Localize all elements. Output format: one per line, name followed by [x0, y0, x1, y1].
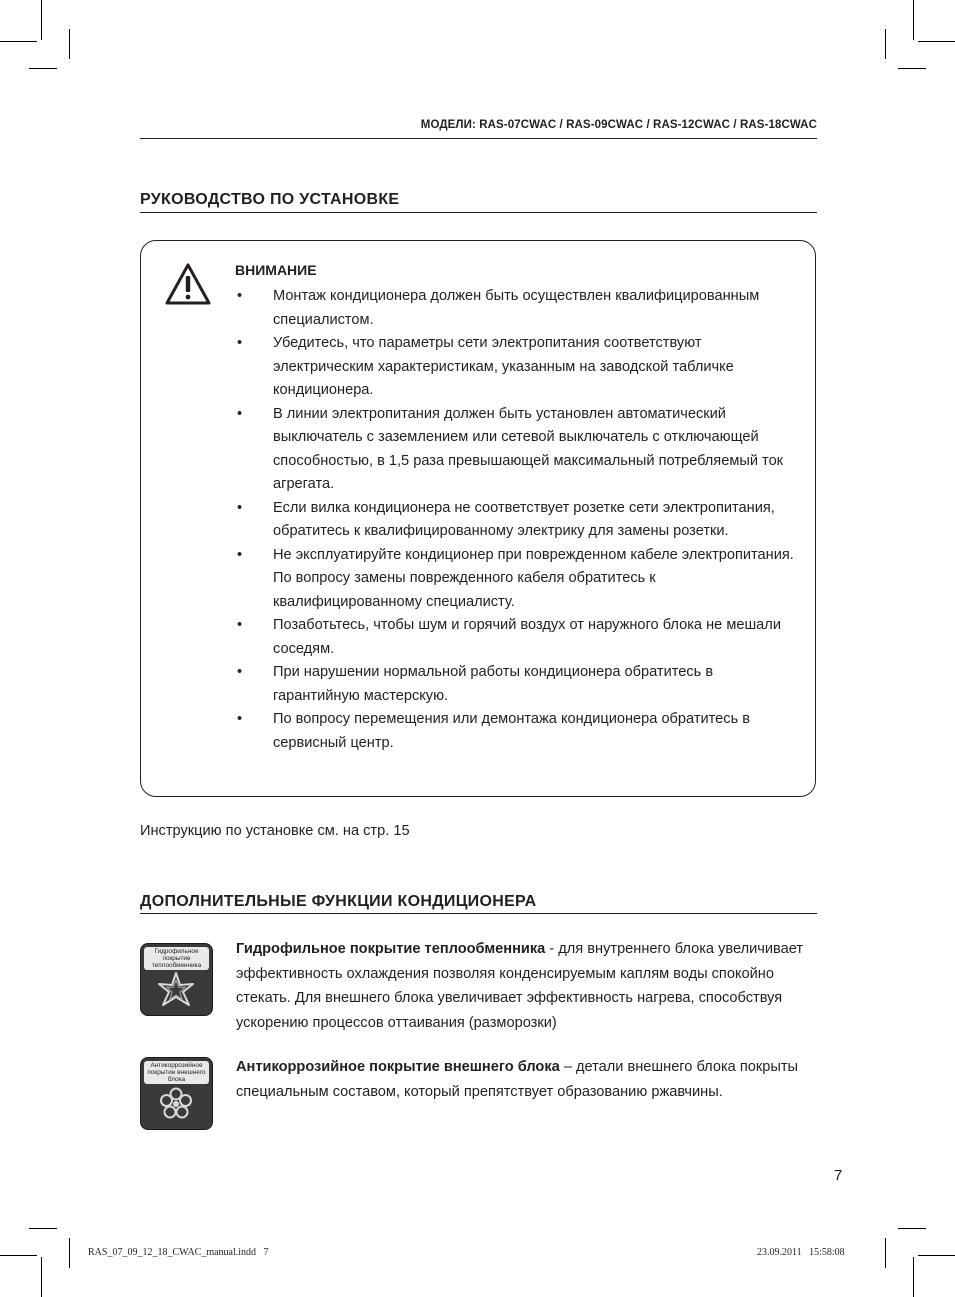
installation-section-title: РУКОВОДСТВО ПО УСТАНОВКЕ: [140, 191, 400, 208]
list-item: [235, 544, 800, 615]
warning-item-text: Не эксплуатируйте кондиционер при поврежденном кабеле электропитания. По вопросу замены поврежденного кабеля обратитесь к квалифицированному специалисту.: [273, 546, 794, 610]
list-item: [235, 614, 800, 661]
list-item: [235, 285, 800, 332]
slug-filename: RAS_07_09_12_18_CWAC_manual.indd 7: [88, 1247, 269, 1258]
header-rule: [140, 138, 817, 139]
flower-shield-icon: [151, 1084, 201, 1124]
crop-mark: [918, 1255, 955, 1256]
feature-name: Антикоррозийное покрытие внешнего блока: [236, 1059, 560, 1075]
feature-text: – детали внешнего блока покрыты специальным составом, который препятствует образованию ржавчины.: [236, 1059, 799, 1100]
feature-name: Гидрофильное покрытие теплообменника: [236, 941, 546, 957]
warning-item-text: Монтаж кондиционера должен быть осуществлен квалифицированным специалистом.: [273, 288, 760, 328]
crop-mark: [913, 0, 914, 40]
warning-item-text: В линии электропитания должен быть установлен автоматический выключатель с заземлением или сетевой выключатель с отключающей способностью, в 1,5 раза превышающей максимальный потребляемый ток агрегата.: [273, 405, 784, 492]
feature-description: [236, 1055, 821, 1104]
icon-label: Антикоррозийное покрытие внешнего блока: [144, 1061, 209, 1084]
list-item: [235, 497, 800, 544]
bullet: •: [237, 288, 243, 304]
features-section-title: ДОПОЛНИТЕЛЬНЫЕ ФУНКЦИИ КОНДИЦИОНЕРА: [140, 893, 537, 910]
icon-label: Гидрофильное покрытие теплообменника: [144, 947, 209, 970]
crop-mark: [41, 0, 42, 40]
list-item: [235, 708, 800, 755]
crop-mark: [0, 41, 37, 42]
bullet: •: [237, 617, 243, 633]
installation-page-reference: Инструкцию по установке см. на стр. 15: [140, 823, 410, 839]
hydrophilic-coating-icon: [140, 943, 213, 1016]
crop-mark: [898, 1228, 926, 1229]
bullet: •: [237, 546, 243, 563]
anticorrosion-coating-icon: [140, 1057, 213, 1130]
feature-description: [236, 937, 821, 1035]
crop-mark: [29, 1228, 57, 1229]
section-rule: [140, 913, 817, 914]
bullet: •: [237, 711, 243, 727]
warning-item-text: Если вилка кондиционера не соответствует розетке сети электропитания, обратитесь к квалифицированному электрику для замены розетки.: [273, 499, 775, 539]
warning-item-text: По вопросу перемещения или демонтажа кондиционера обратитесь в сервисный центр.: [273, 711, 751, 751]
models-header: МОДЕЛИ: RAS-07CWAC / RAS-09CWAC / RAS-12CWAC / RAS-18CWAC: [420, 119, 817, 131]
bullet: •: [237, 664, 243, 680]
crop-mark: [41, 1257, 42, 1297]
crop-mark: [898, 68, 926, 69]
page-number: 7: [834, 1167, 843, 1184]
crop-mark: [885, 29, 886, 59]
warning-triangle-icon: [164, 262, 212, 306]
warning-item-text: Позаботьтесь, чтобы шум и горячий воздух от наружного блока не мешали соседям.: [273, 617, 781, 657]
warning-list: [235, 285, 800, 755]
crop-mark: [69, 1238, 70, 1268]
crop-mark: [69, 29, 70, 59]
list-item: [235, 661, 800, 708]
crop-mark: [885, 1238, 886, 1268]
section-rule: [140, 212, 817, 213]
slug-timestamp: 23.09.2011 15:58:08: [757, 1247, 845, 1258]
crop-mark: [913, 1257, 914, 1297]
crop-mark: [918, 41, 955, 42]
crop-mark: [0, 1255, 37, 1256]
bullet: •: [237, 405, 243, 422]
bullet: •: [237, 499, 243, 516]
list-item: [235, 332, 800, 403]
warning-item-text: Убедитесь, что параметры сети электропитания соответствуют электрическим характеристикам, указанным на заводской табличке кондиционера.: [273, 335, 734, 398]
feature-text: - для внутреннего блока увеличивает эффективность охлаждения позволяя конденсируемым каплям воды спокойно стекать. Для внешнего блока увеличивает эффективность нагрева, способствуя ускорению процессов оттаивания (разморозки): [236, 941, 804, 1031]
warning-title: ВНИМАНИЕ: [235, 262, 317, 278]
bullet: •: [237, 335, 243, 351]
warning-item-text: При нарушении нормальной работы кондиционера обратитесь в гарантийную мастерскую.: [273, 664, 714, 704]
star-drop-icon: [151, 970, 201, 1010]
list-item: [235, 403, 800, 497]
crop-mark: [29, 68, 57, 69]
